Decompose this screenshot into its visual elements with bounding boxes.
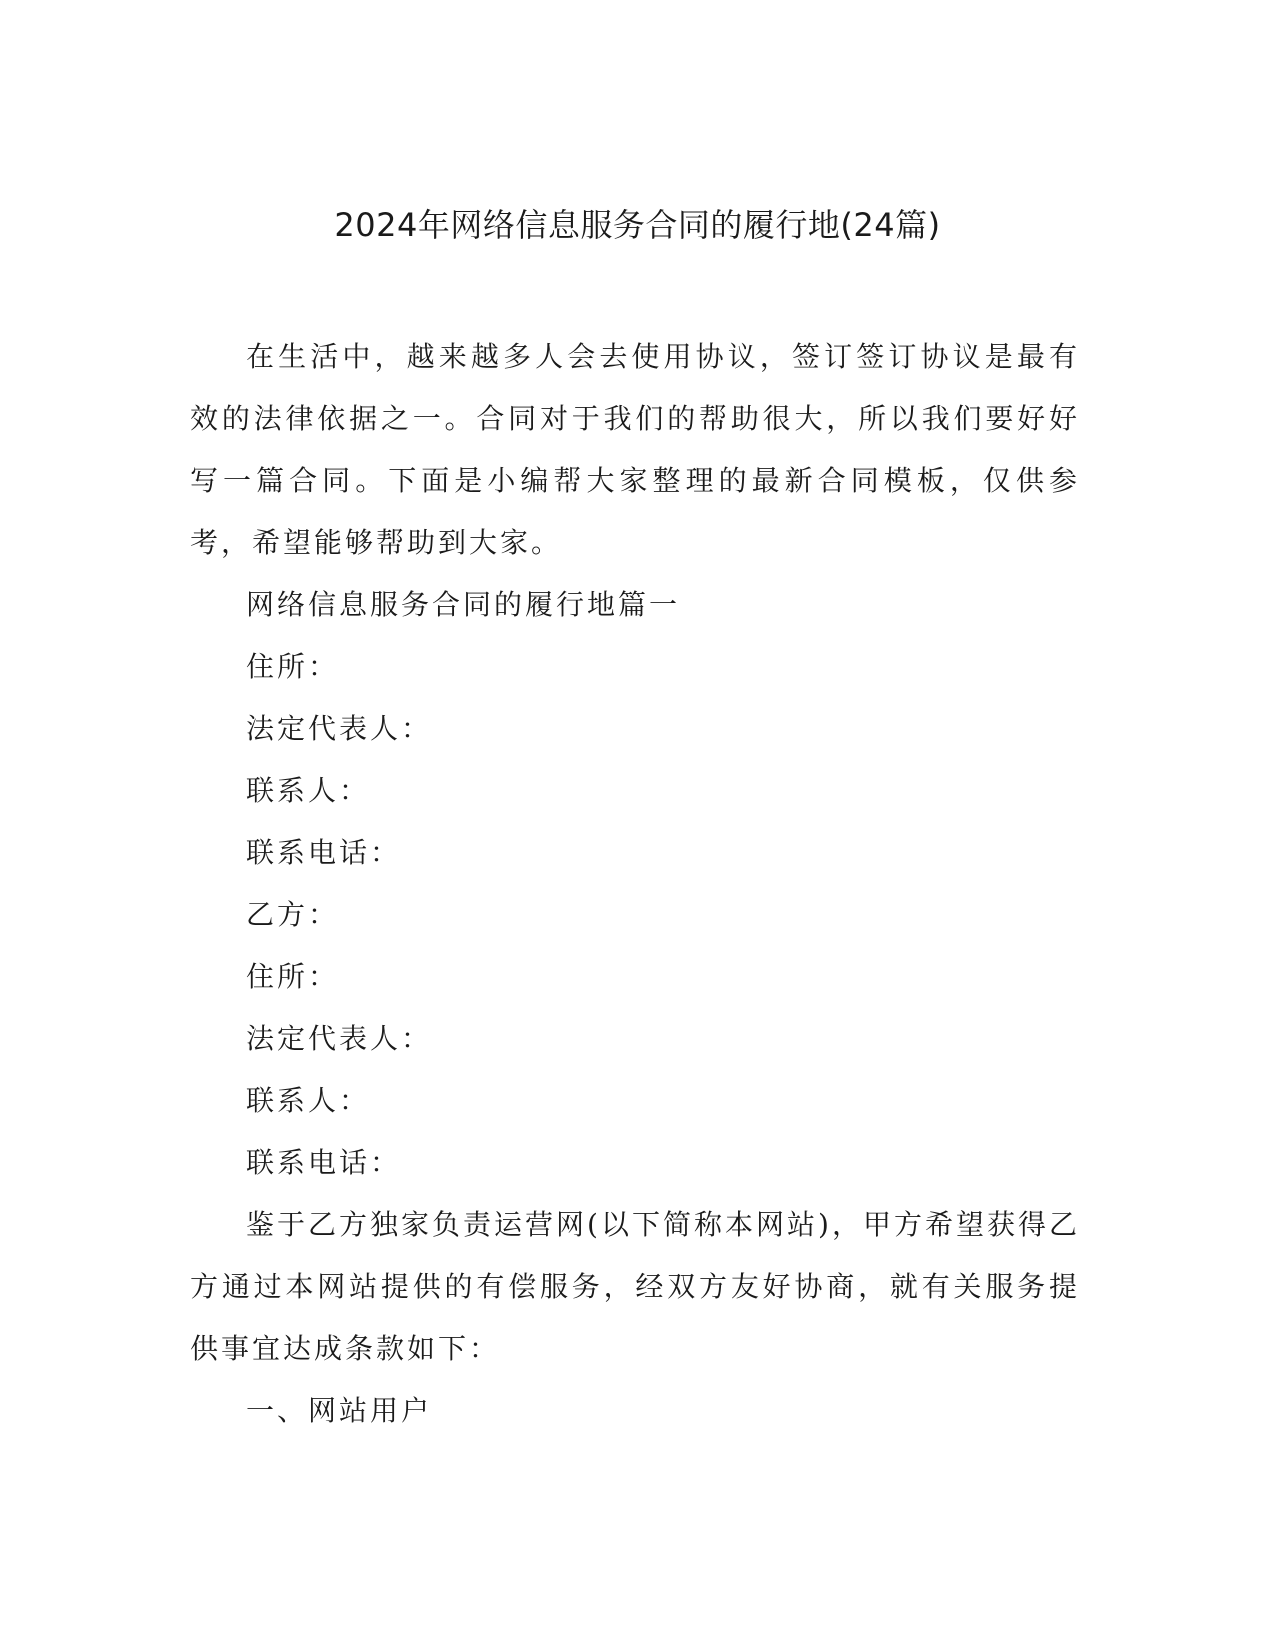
party-a-legal-rep: 法定代表人： [246,712,433,745]
party-b-phone: 联系电话： [246,1146,402,1179]
document-body [190,326,1080,1442]
intro-paragraph: 在生活中，越来越多人会去使用协议，签订签订协议是最有效的法律依据之一。合同对于我们的帮助很大，所以我们要好好写一篇合同。下面是小编帮大家整理的最新合同模板，仅供参考，希望能够帮助到大家。 [190,340,1080,559]
preamble-paragraph: 鉴于乙方独家负责运营网(以下简称本网站)，甲方希望获得乙方通过本网站提供的有偿服务，经双方友好协商，就有关服务提供事宜达成条款如下： [190,1208,1080,1365]
party-a-contact: 联系人： [246,774,371,807]
party-b-address: 住所： [246,960,340,993]
section-heading: 网络信息服务合同的履行地篇一 [246,588,681,621]
clause-1-heading: 一、网站用户 [246,1394,433,1427]
party-a-phone: 联系电话： [246,836,402,869]
party-a-address: 住所： [246,650,340,683]
party-b-label: 乙方： [246,898,340,931]
document-title: 2024年网络信息服务合同的履行地(24篇) [334,206,941,244]
party-b-contact: 联系人： [246,1084,371,1117]
party-b-legal-rep: 法定代表人： [246,1022,433,1055]
